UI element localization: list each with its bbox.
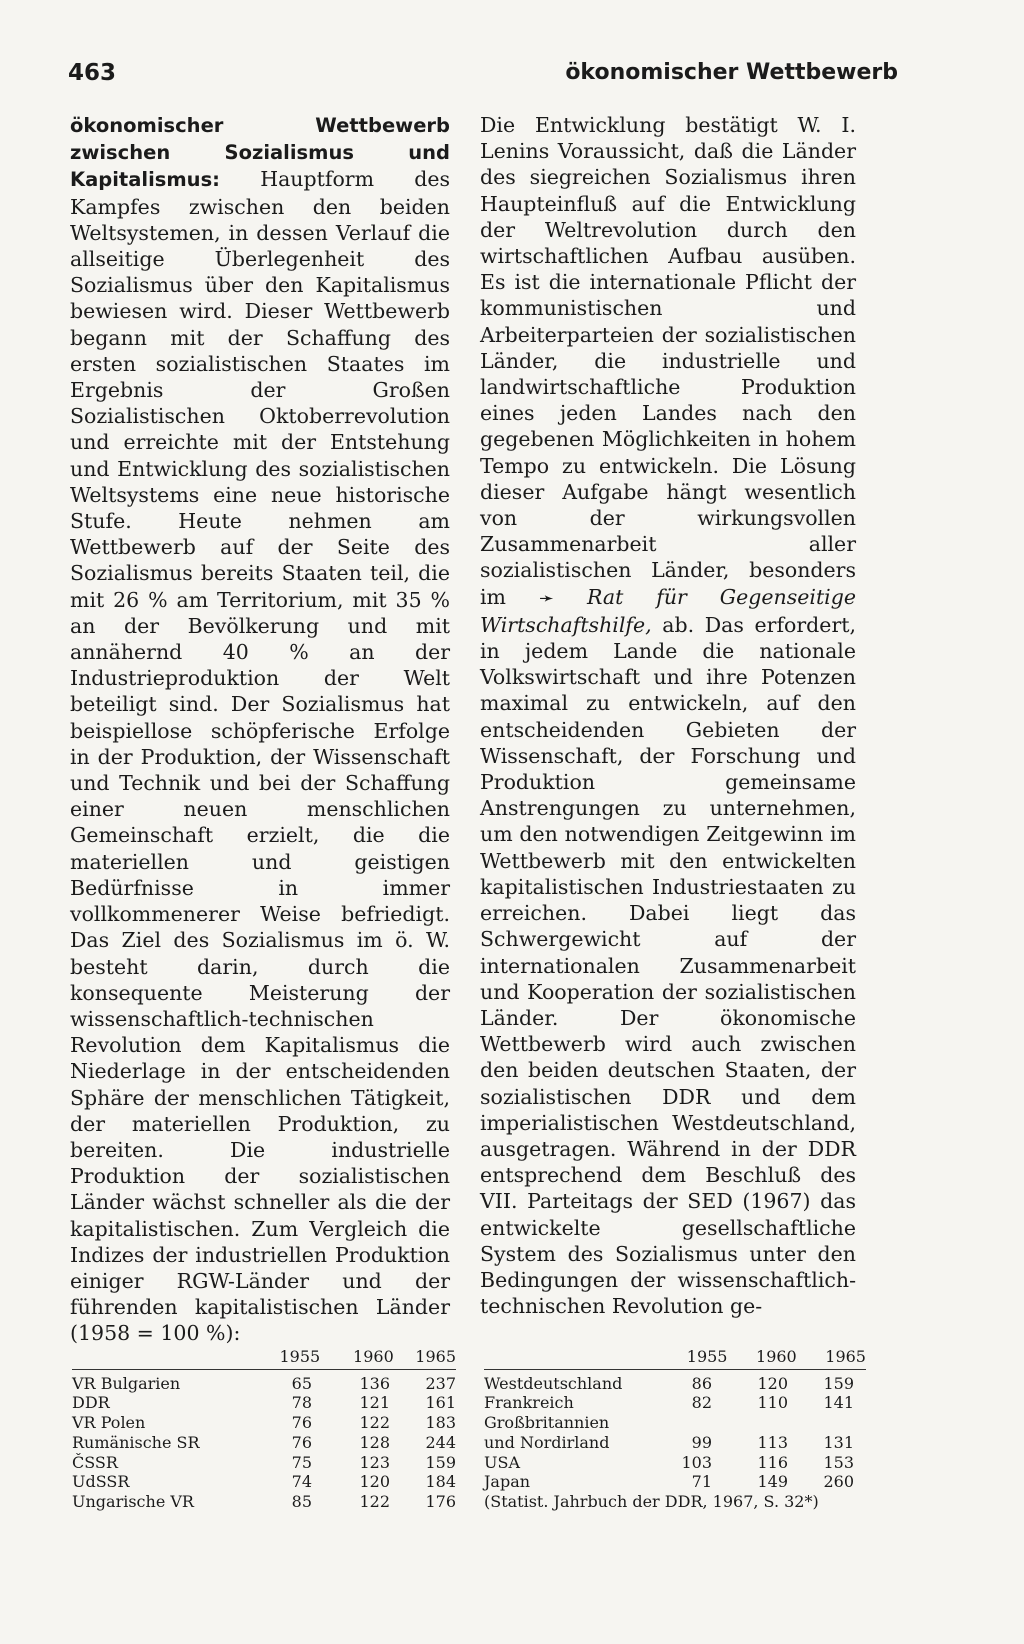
column-header: 1965 [415, 1347, 456, 1366]
index-value: 141 [823, 1393, 854, 1413]
country-name: und Nordirland [484, 1432, 610, 1452]
table-row [484, 1433, 866, 1453]
index-value: 86 [691, 1373, 712, 1393]
index-value: 82 [691, 1393, 712, 1413]
article-paragraph [70, 112, 450, 1347]
index-value: 131 [823, 1432, 854, 1452]
table-row [72, 1374, 456, 1394]
index-table-socialist [72, 1347, 456, 1512]
index-value: 176 [425, 1491, 456, 1511]
cross-reference-link[interactable]: Rat für Gegenseitige Wirtschaftshilfe, [480, 584, 856, 637]
running-head: ökonomischer Wettbewerb [565, 60, 898, 85]
index-value: 159 [823, 1373, 854, 1393]
country-name: VR Polen [72, 1413, 146, 1433]
country-name: Großbritannien [484, 1413, 610, 1433]
country-name: Frankreich [484, 1393, 574, 1413]
index-value: 85 [291, 1491, 312, 1511]
column-header: 1960 [756, 1347, 797, 1366]
table-row [72, 1472, 456, 1492]
column-header: 1955 [279, 1347, 321, 1366]
country-name: USA [484, 1452, 520, 1472]
index-value: 121 [359, 1393, 390, 1413]
index-value: 244 [425, 1432, 456, 1452]
index-value: 122 [359, 1413, 390, 1433]
index-value: 113 [757, 1432, 788, 1452]
index-value: 76 [291, 1413, 312, 1433]
index-value: 99 [691, 1432, 712, 1452]
article-body-tail: ab. Das erfordert, in jedem Lande die nationale Volkswirtschaft und ihre Potenzen maximal zu entwickeln, auf den entscheidenden Gebieten der Wissenschaft, der Forschung und Produktion gemeinsame Anstrengungen zu unternehmen, um den notwendigen Zeitgewinn im Wettbewerb mit den entwickelten kapitalistischen Industriestaaten zu erreichen. Dabei liegt das Schwergewicht auf der internationalen Zusammenarbeit und Kooperation der sozialistischen Länder. Der ökonomische Wettbewerb wird auch zwischen den beiden deutschen Staaten, der sozialistischen DDR und dem imperialistischen Westdeutschland, ausgetragen. Während in der DDR entsprechend dem Beschluß des VII. Parteitags der SED (1967) das entwickelte gesellschaftliche System des Sozialismus unter den Bedingungen der wissenschaftlich-technischen Revolution ge- [480, 612, 856, 1319]
index-value: 159 [425, 1452, 456, 1472]
index-value: 116 [757, 1452, 788, 1472]
index-table-capitalist [484, 1347, 866, 1512]
index-value: 237 [425, 1373, 456, 1393]
article-body: Hauptform des Kampfes zwischen den beiden Weltsystemen, in dessen Verlauf die allseitige Überlegenheit des Sozialismus über den Kapitalismus bewiesen wird. Dieser Wettbewerb begann mit der Schaffung des ersten sozialistischen Staates im Ergebnis der Großen Sozialistischen Oktoberrevolution und erreichte mit der Entstehung und Entwicklung des sozialistischen Weltsystems eine neue historische Stufe. Heute nehmen am Wettbewerb auf der Seite des Sozialismus bereits Staaten teil, die mit 26 % am Territorium, mit 35 % an der Bevölkerung und mit annähernd 40 % an der Industrieproduktion der Welt beteiligt sind. Der Sozialismus hat beispiellose schöpferische Erfolge in der Produktion, der Wissenschaft und Technik und bei der Schaffung einer neuen menschlichen Gemeinschaft erzielt, die die materiellen und geistigen Bedürfnisse in immer vollkommenerer Weise befriedigt. Das Ziel des Sozialismus im ö. W. besteht darin, durch die konsequente Meisterung der wissenschaftlich-technischen Revolution dem Kapitalismus die Niederlage in der entscheidenden Sphäre der menschlichen Tätigkeit, der materiellen Produktion, zu bereiten. Die industrielle Produktion der sozialistischen Länder wächst schneller als die der kapitalistischen. Zum Vergleich die Indizes der industriellen Produktion einiger RGW-Länder und der führenden kapitalistischen Länder (1958 = 100 %): [70, 167, 450, 1346]
table-row [72, 1413, 456, 1433]
right-column [480, 112, 856, 1319]
cross-reference-arrow-icon: ➛ [538, 587, 555, 609]
index-value: 149 [757, 1472, 788, 1492]
index-value: 123 [359, 1452, 390, 1472]
index-value [712, 1413, 788, 1433]
index-value [788, 1413, 854, 1433]
left-column [70, 112, 450, 1347]
country-name: ČSSR [72, 1452, 118, 1472]
index-value: 120 [359, 1472, 390, 1492]
country-name: UdSSR [72, 1472, 130, 1492]
table-row [72, 1492, 456, 1512]
table-row [72, 1453, 456, 1473]
country-name: Ungarische VR [72, 1491, 194, 1511]
column-header: 1960 [353, 1347, 394, 1366]
country-name: Japan [484, 1472, 531, 1492]
table-row [72, 1393, 456, 1413]
index-value: 128 [359, 1432, 390, 1452]
index-value: 183 [425, 1413, 456, 1433]
country-name: DDR [72, 1393, 110, 1413]
index-value: 103 [681, 1452, 712, 1472]
table-row [484, 1413, 866, 1433]
country-name: Rumänische SR [72, 1432, 200, 1452]
table-row [484, 1374, 866, 1394]
article-paragraph-continued [480, 112, 856, 1319]
headword: ökonomischer Wettbewerb zwischen Sozialismus und Kapitalismus: [70, 114, 450, 192]
article-body-continued: Die Entwicklung bestätigt W. I. Lenins Voraussicht, daß die Länder des siegreichen Sozialismus ihren Haupteinfluß auf die Entwicklung der Weltrevolution durch den wirtschaftlichen Aufbau ausüben. Es ist die internationale Pflicht der kommunistischen und Arbeiterparteien der sozialistischen Länder, die industrielle und landwirtschaftliche Produktion eines jeden Landes nach den gegebenen Möglichkeiten in hohem Tempo zu entwickeln. Die Lösung dieser Aufgabe hängt wesentlich von der wirkungsvollen Zusammenarbeit aller sozialistischen Länder, besonders im [480, 113, 856, 609]
table-row [484, 1472, 866, 1492]
column-header: 1965 [825, 1347, 866, 1366]
index-value: 153 [823, 1452, 854, 1472]
index-value: 136 [359, 1373, 390, 1393]
page-number: 463 [68, 60, 117, 86]
index-value: 75 [291, 1452, 312, 1472]
index-value: 76 [291, 1432, 312, 1452]
table-row [72, 1433, 456, 1453]
index-value: 65 [291, 1373, 312, 1393]
index-value: 120 [757, 1373, 788, 1393]
index-value: 74 [291, 1472, 312, 1492]
table-row [484, 1393, 866, 1413]
index-value: 78 [291, 1393, 312, 1413]
column-header: 1955 [686, 1347, 728, 1366]
table-source-note: (Statist. Jahrbuch der DDR, 1967, S. 32*) [484, 1491, 819, 1511]
table-header-row [484, 1347, 866, 1370]
index-value: 161 [425, 1393, 456, 1413]
index-value [664, 1413, 712, 1433]
index-value: 110 [757, 1393, 788, 1413]
index-value: 122 [359, 1491, 390, 1511]
table-header-row [72, 1347, 456, 1370]
index-value: 260 [823, 1472, 854, 1492]
table-row [484, 1453, 866, 1473]
country-name: Westdeutschland [484, 1373, 623, 1393]
index-value: 184 [425, 1472, 456, 1492]
country-name: VR Bulgarien [72, 1373, 181, 1393]
index-value: 71 [691, 1472, 712, 1492]
